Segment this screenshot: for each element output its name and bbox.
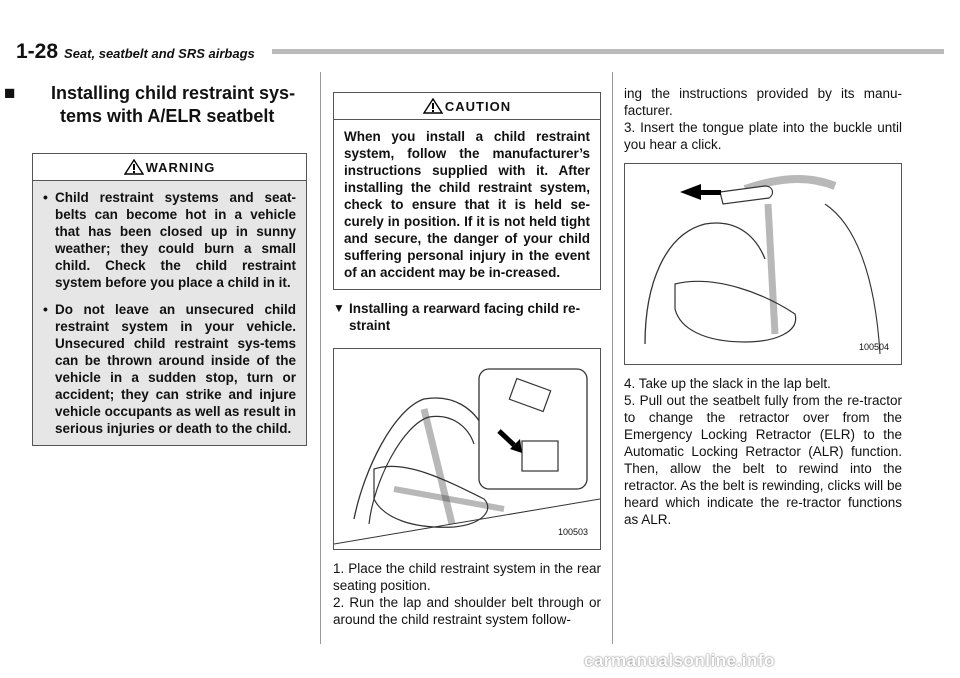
steps-column-3 [624,375,902,528]
warning-header [33,154,306,181]
section-heading [4,82,307,127]
tongue-plate-illustration [625,164,901,364]
caution-title: CAUTION [444,98,512,114]
step-text: ing the instructions provided by its manu-facturer. [624,86,902,118]
section-title: Seat, seatbelt and SRS airbags [64,46,255,61]
warning-item [43,189,296,291]
figure-insert-tongue-plate [624,163,902,365]
bullet-icon: • [43,301,48,317]
header-rule [272,49,944,54]
column-divider [612,72,613,644]
warning-triangle-icon [124,159,144,175]
triangle-marker-icon: ▼ [333,301,345,315]
step-text: 5. Pull out the seatbelt fully from the re-tractor to change the retractor over from the Emergency Locking Retractor (ELR) to the Automatic Locking Retractor (ALR) function. Then, allow the belt to rewind into the retractor. As the belt is rewinding, clicks will be heard which indicate the re-tractor functions as ALR. [624,393,902,527]
warning-title: WARNING [145,159,216,175]
step-text: 2. Run the lap and shoulder belt through or around the child restraint system follow- [333,595,601,627]
page-header [16,40,255,63]
figure-id: 100504 [858,342,889,352]
bullet-icon: • [43,189,48,205]
warning-body [33,181,306,445]
child-seat-belt-illustration [334,349,600,549]
column-divider [320,72,321,644]
figure-id: 100503 [557,527,588,537]
column-3 [624,85,902,528]
subheading [333,300,601,334]
figure-rearward-child-seat [333,348,601,550]
caution-header [334,93,600,120]
square-bullet-icon: ■ [4,83,16,104]
step-text: 1. Place the child restraint system in the rear seating position. [333,561,601,593]
section-heading-text: Installing child restraint sys-tems with A/ELR seatbelt [51,83,296,126]
warning-triangle-icon [423,98,443,114]
warning-item-text: Do not leave an unsecured child restraint system in your vehicle. Unsecured child restraint sys-tems can be thrown around inside of the vehicle in a sudden stop, turn or accident; they can strike and injure vehicle occupants as well as result in serious injuries or death to the child. [55,302,296,436]
step-text: 3. Insert the tongue plate into the buckle until you hear a click. [624,120,902,152]
caution-body: When you install a child restraint system, follow the manufacturer’s instructions supplied with it. After installing the child restraint system, check to ensure that it is held se-curely in position. If it is not held tight and secure, the danger of your child suffering personal injury in the event of an accident may be in-creased. [334,120,600,289]
watermark: carmanualsonline.info [584,651,775,670]
column-2 [333,92,601,628]
warning-item-text: Child restraint systems and seat-belts can become hot in a vehicle that has been closed up in sunny weather; they could burn a small child. Check the child restraint system before you place a child in it. [55,190,296,290]
steps-column-2 [333,560,601,628]
caution-box [333,92,601,290]
warning-item [43,301,296,437]
warning-box [32,153,307,446]
subheading-text: Installing a rearward facing child re-straint [349,301,581,333]
step-text: 4. Take up the slack in the lap belt. [624,376,831,391]
page-number: 1-28 [16,40,59,63]
column-1 [4,82,307,446]
